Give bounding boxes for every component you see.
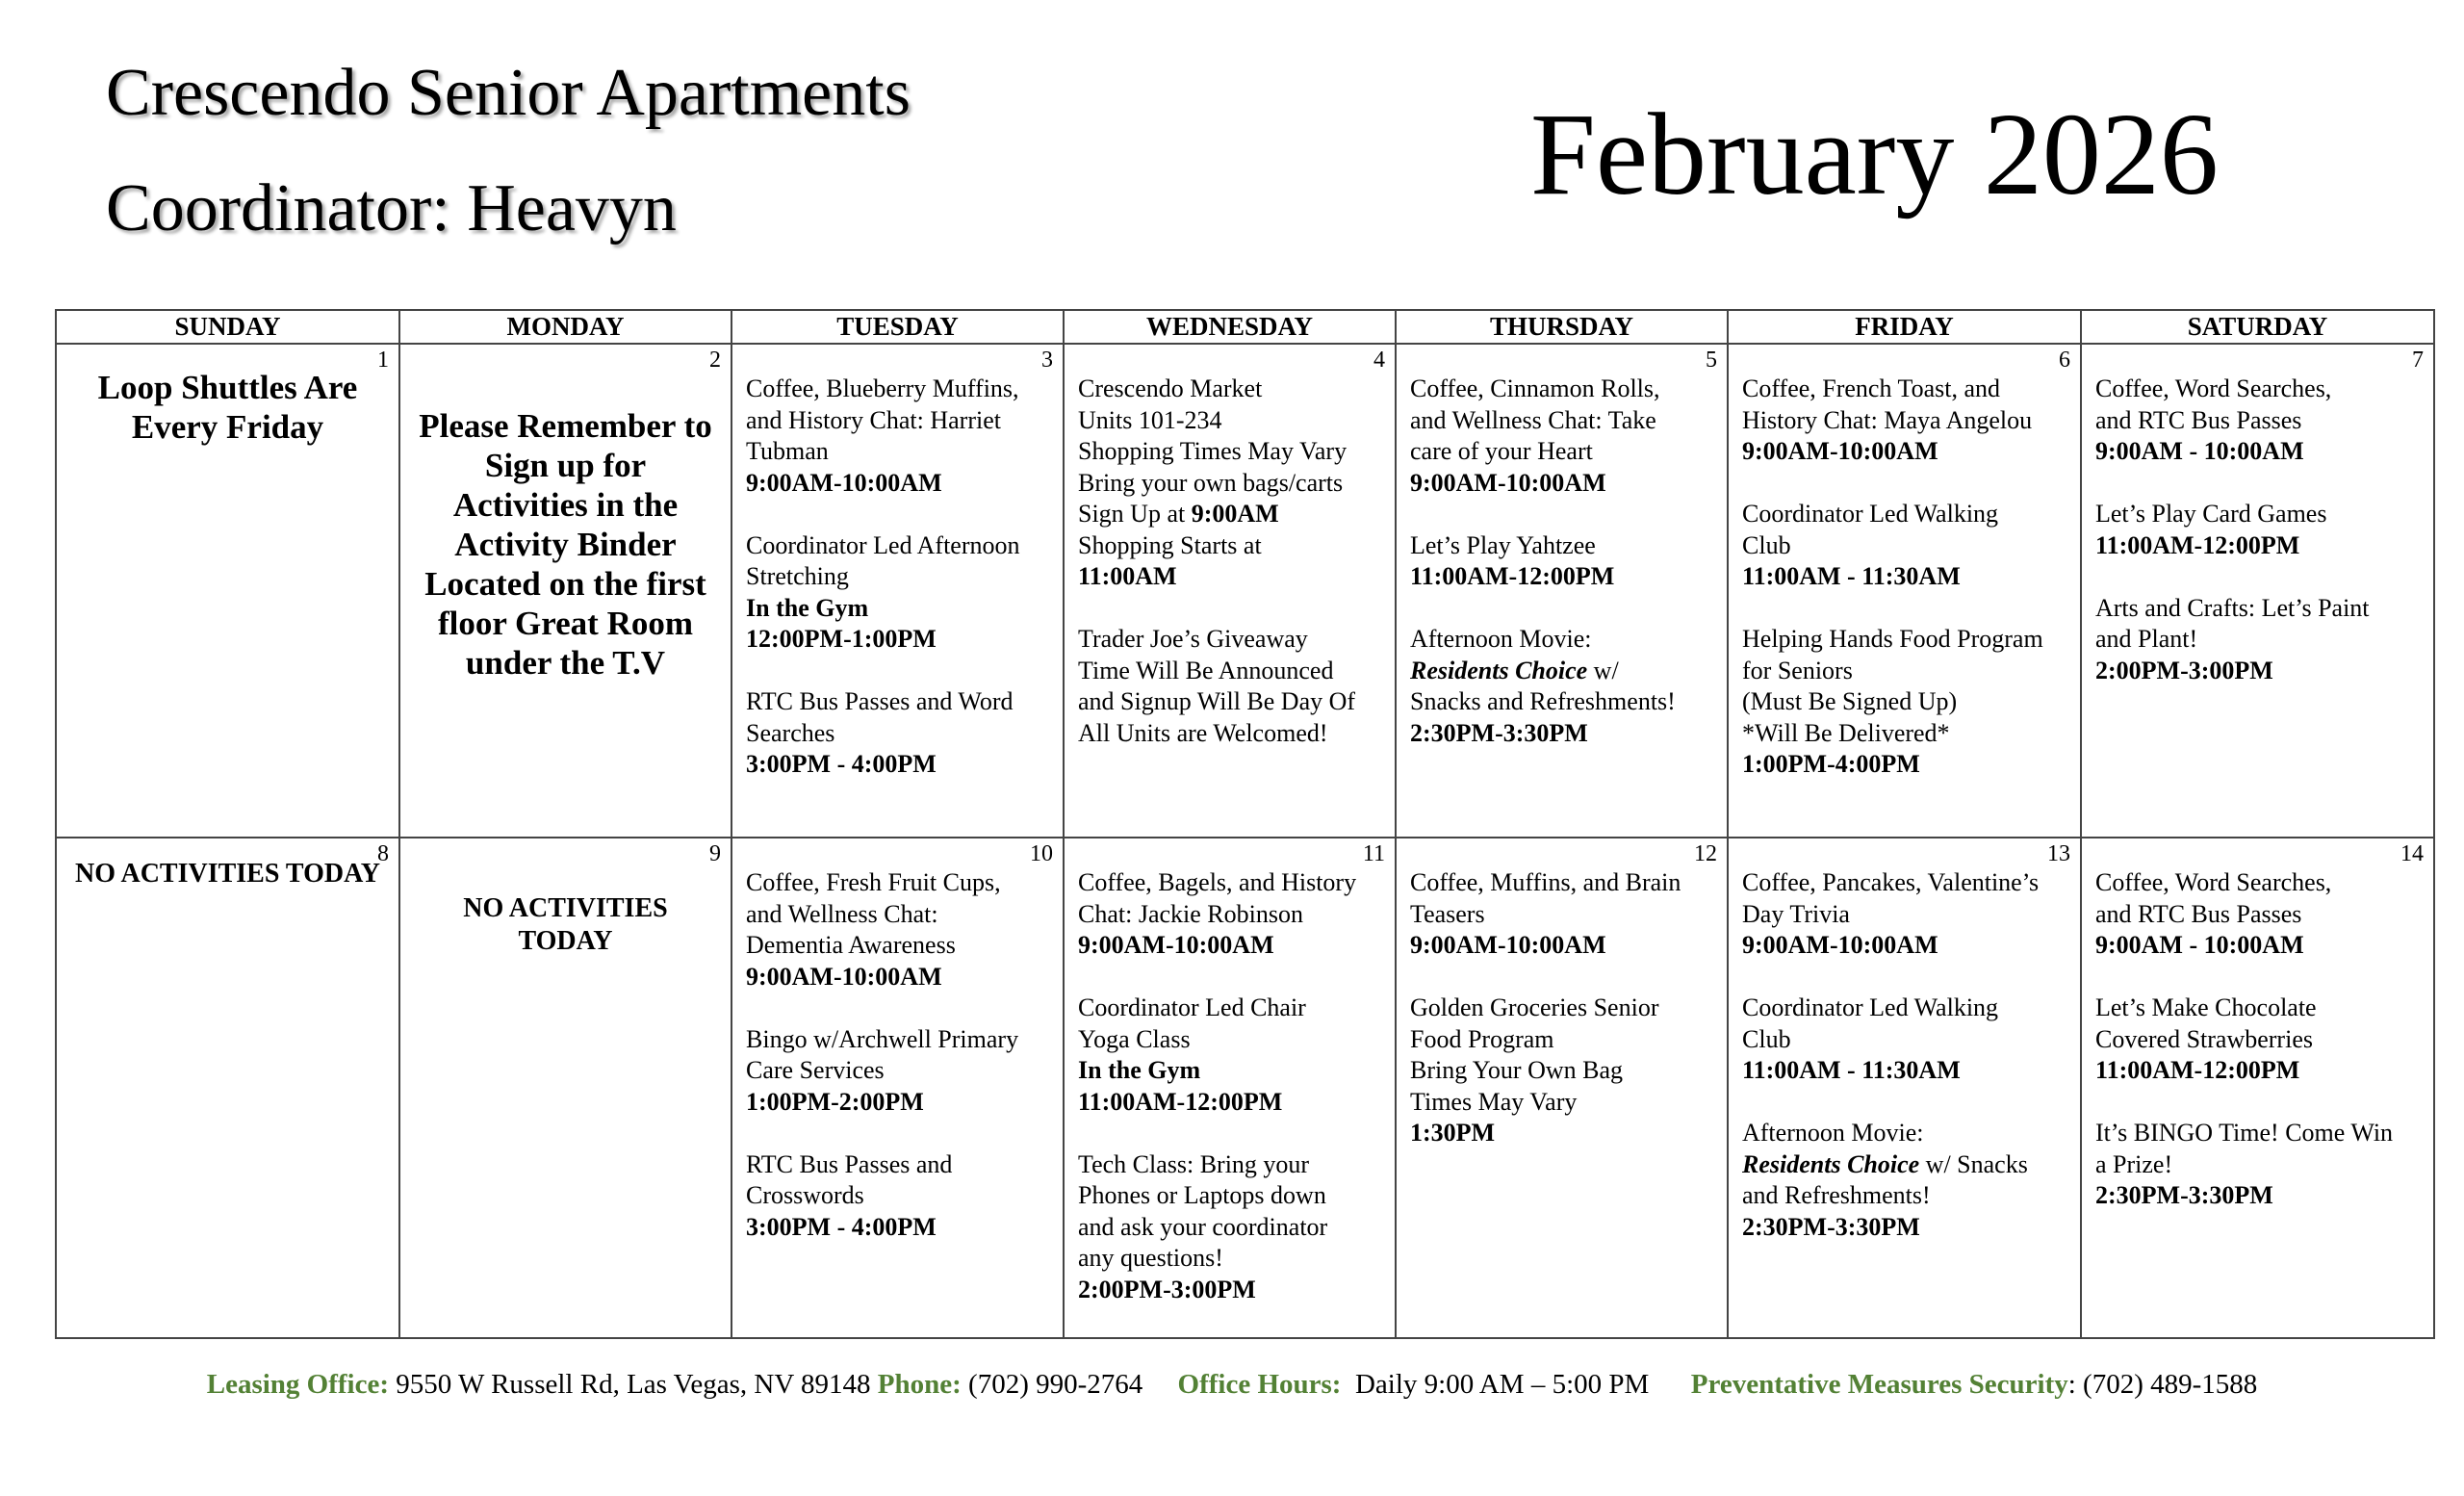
event-text: Coffee, Word Searches, (2095, 374, 2332, 402)
weekday-header: THURSDAY (1396, 310, 1728, 344)
weekday-header: SATURDAY (2081, 310, 2434, 344)
event-emphasis: Residents Choice (1410, 656, 1588, 684)
event-block (1410, 530, 1717, 593)
day-events (1729, 838, 2080, 1243)
event-text: Coffee, French Toast, and (1742, 374, 2000, 402)
day-notice (400, 838, 731, 958)
month-title: February 2026 (1530, 90, 2219, 219)
footer-contact-line (0, 1369, 2464, 1401)
day-cell (1064, 344, 1396, 838)
event-text: Let’s Play Card Games (2095, 500, 2327, 528)
event-text: Shopping Starts at (1078, 530, 1262, 559)
event-time: 2:00PM-3:00PM (1078, 1275, 1256, 1303)
event-text: Crescendo Market (1078, 374, 1263, 402)
day-cell (1396, 344, 1728, 838)
day-notice (57, 838, 398, 890)
event-time: 12:00PM-1:00PM (746, 625, 937, 653)
event-block (1742, 624, 2070, 781)
event-time: 3:00PM - 4:00PM (746, 750, 937, 778)
event-text: and RTC Bus Passes (2095, 899, 2302, 928)
event-block (1742, 1118, 2070, 1243)
event-time: 11:00AM (1078, 562, 1177, 590)
event-time: 11:00AM-12:00PM (1078, 1087, 1283, 1116)
event-block (746, 1149, 1053, 1244)
event-time: 2:30PM-3:30PM (1742, 1212, 1920, 1241)
event-text: and Signup Will Be Day Of (1078, 687, 1356, 715)
event-block (746, 530, 1053, 656)
event-time: 2:00PM-3:00PM (2095, 656, 2273, 684)
weekday-header: SUNDAY (56, 310, 399, 344)
event-time: 1:30PM (1410, 1119, 1496, 1147)
event-block (2095, 593, 2424, 687)
event-text: Searches (746, 718, 835, 747)
phone-number: (702) 990-2764 (961, 1369, 1178, 1400)
event-text: Food Program (1410, 1024, 1554, 1053)
event-text: RTC Bus Passes and Word (746, 687, 1014, 715)
event-text: RTC Bus Passes and (746, 1149, 953, 1178)
notice-line: NO ACTIVITIES TODAY (75, 859, 380, 889)
day-events (2082, 838, 2433, 1212)
day-cell (1396, 838, 1728, 1338)
event-text: Care Services (746, 1056, 885, 1084)
day-cell (1728, 838, 2081, 1338)
day-events (1065, 838, 1395, 1305)
day-number: 9 (709, 841, 721, 866)
event-block (1078, 1149, 1385, 1306)
event-time: 11:00AM-12:00PM (2095, 1056, 2300, 1084)
event-text: Time Will Be Announced (1078, 656, 1334, 684)
day-cell (2081, 344, 2434, 838)
event-block (1742, 993, 2070, 1087)
event-time: 1:00PM-2:00PM (746, 1087, 924, 1116)
event-block (1742, 374, 2070, 468)
day-cell (2081, 838, 2434, 1338)
day-number: 14 (2400, 841, 2424, 866)
event-text: Let’s Play Yahtzee (1410, 530, 1596, 559)
event-text: Coordinator Led Afternoon (746, 530, 1020, 559)
event-time: 9:00AM-10:00AM (746, 468, 942, 497)
notice-line: Activity Binder (454, 526, 677, 563)
event-text: Coffee, Pancakes, Valentine’s (1742, 868, 2040, 896)
event-time: 9:00AM-10:00AM (1410, 468, 1606, 497)
day-events (1065, 345, 1395, 749)
event-text: Coordinator Led Chair (1078, 993, 1306, 1021)
weekday-header: MONDAY (399, 310, 732, 344)
day-number: 5 (1706, 348, 1717, 373)
event-text: Club (1742, 530, 1791, 559)
event-block (1078, 624, 1385, 749)
security-phone: : (702) 489-1588 (2067, 1369, 2258, 1400)
event-text-part: Sign Up at (1078, 500, 1192, 528)
event-time: 9:00AM-10:00AM (1078, 931, 1274, 959)
weekday-header: WEDNESDAY (1064, 310, 1396, 344)
event-block (1078, 374, 1385, 593)
event-time: 9:00AM-10:00AM (1742, 437, 1938, 465)
event-text: Tech Class: Bring your (1078, 1149, 1310, 1178)
event-block (1410, 374, 1717, 499)
event-text: Arts and Crafts: Let’s Paint (2095, 593, 2370, 622)
weekday-header-row (56, 310, 2434, 344)
event-text: Units 101-234 (1078, 405, 1222, 434)
event-block (1410, 624, 1717, 749)
calendar-table (55, 309, 2435, 1339)
event-time: 11:00AM - 11:30AM (1742, 562, 1961, 590)
event-text: Bring your own bags/carts (1078, 468, 1344, 497)
event-text: It’s BINGO Time! Come Win (2095, 1119, 2394, 1147)
event-text (1078, 499, 1385, 530)
event-text: Phones or Laptops down (1078, 1181, 1326, 1209)
day-events (732, 345, 1063, 781)
event-block (746, 374, 1053, 499)
event-block (1742, 499, 2070, 593)
phone-label: Phone: (877, 1369, 962, 1400)
event-text: Coffee, Muffins, and Brain (1410, 868, 1681, 896)
event-emphasis: Residents Choice (1742, 1149, 1920, 1178)
event-text: Teasers (1410, 899, 1485, 928)
event-time: 9:00AM - 10:00AM (2095, 437, 2304, 465)
day-notice (57, 345, 398, 447)
event-block (746, 686, 1053, 781)
event-block (1410, 993, 1717, 1149)
day-events (1729, 345, 2080, 781)
event-text (1410, 656, 1717, 687)
day-cell (399, 344, 732, 838)
event-text: care of your Heart (1410, 437, 1593, 465)
event-text: Coordinator Led Walking (1742, 500, 1999, 528)
event-text: and History Chat: Harriet (746, 405, 1001, 434)
event-time: 11:00AM-12:00PM (2095, 530, 2300, 559)
day-number: 1 (377, 348, 389, 373)
event-text: Helping Hands Food Program (1742, 625, 2043, 653)
day-cell (56, 838, 399, 1338)
event-time: 2:30PM-3:30PM (1410, 718, 1588, 747)
property-name: Crescendo Senior Apartments (106, 56, 911, 130)
event-time: 1:00PM-4:00PM (1742, 750, 1920, 778)
week-row (56, 838, 2434, 1338)
day-number: 12 (1694, 841, 1717, 866)
notice-line: Every Friday (131, 408, 324, 446)
event-time: 2:30PM-3:30PM (2095, 1181, 2273, 1209)
event-text: (Must Be Signed Up) (1742, 687, 1958, 715)
event-time: 9:00AM - 10:00AM (2095, 931, 2304, 959)
day-events (1397, 838, 1727, 1149)
day-cell (1064, 838, 1396, 1338)
event-text: and Plant! (2095, 625, 2198, 653)
event-text: Coffee, Cinnamon Rolls, (1410, 374, 1660, 402)
notice-line: under the T.V (465, 644, 666, 682)
event-text: Bring Your Own Bag (1410, 1056, 1624, 1084)
event-text: *Will Be Delivered* (1742, 718, 1950, 747)
event-text: Tubman (746, 437, 829, 465)
day-cell (1728, 344, 2081, 838)
day-number: 7 (2412, 348, 2424, 373)
event-text: History Chat: Maya Angelou (1742, 405, 2033, 434)
weekday-header: TUESDAY (732, 310, 1064, 344)
week-row (56, 344, 2434, 838)
day-number: 4 (1373, 348, 1385, 373)
day-number: 10 (1030, 841, 1053, 866)
event-text: and ask your coordinator (1078, 1212, 1328, 1241)
event-block (746, 867, 1053, 993)
event-block (2095, 374, 2424, 468)
notice-line: Please Remember to (419, 407, 712, 445)
event-text: Coffee, Blueberry Muffins, (746, 374, 1019, 402)
leasing-office-label: Leasing Office: (206, 1369, 389, 1400)
day-number: 3 (1041, 348, 1053, 373)
event-text: Times May Vary (1410, 1087, 1578, 1116)
header-block (106, 56, 911, 245)
notice-line: Sign up for (484, 447, 647, 484)
event-time: 11:00AM - 11:30AM (1742, 1056, 1961, 1084)
day-cell (56, 344, 399, 838)
event-text: any questions! (1078, 1244, 1223, 1272)
notice-line: Activities in the (452, 486, 679, 524)
leasing-office-address: 9550 W Russell Rd, Las Vegas, NV 89148 (389, 1369, 878, 1400)
event-text: Yoga Class (1078, 1024, 1191, 1053)
day-cell (399, 838, 732, 1338)
event-block (2095, 499, 2424, 561)
day-events (2082, 345, 2433, 686)
event-time: In the Gym (746, 593, 869, 622)
event-text (1742, 1149, 2070, 1181)
event-text: and RTC Bus Passes (2095, 405, 2302, 434)
notice-line: Loop Shuttles Are (97, 369, 358, 406)
coordinator-name: Coordinator: Heavyn (106, 171, 677, 245)
event-text: Snacks and Refreshments! (1410, 687, 1676, 715)
event-text: for Seniors (1742, 656, 1853, 684)
event-text: Trader Joe’s Giveaway (1078, 625, 1308, 653)
event-text: Afternoon Movie: (1410, 625, 1592, 653)
day-events (732, 838, 1063, 1243)
day-cell (732, 344, 1064, 838)
notice-line: floor Great Room (437, 605, 694, 642)
event-text: Dementia Awareness (746, 931, 956, 959)
day-number: 8 (377, 841, 389, 866)
event-text: Chat: Jackie Robinson (1078, 899, 1303, 928)
event-time: 3:00PM - 4:00PM (746, 1212, 937, 1241)
event-text: Coordinator Led Walking (1742, 993, 1999, 1021)
event-time: 9:00AM-10:00AM (1410, 931, 1606, 959)
notice-line: TODAY (518, 926, 613, 956)
event-text: Shopping Times May Vary (1078, 437, 1348, 465)
day-events (1397, 345, 1727, 749)
event-block (2095, 1118, 2424, 1212)
event-text: Let’s Make Chocolate (2095, 993, 2317, 1021)
event-text: Coffee, Fresh Fruit Cups, (746, 868, 1001, 896)
event-time: 9:00AM-10:00AM (746, 962, 942, 991)
event-text-part: w/ (1587, 656, 1619, 684)
office-hours-label: Office Hours: (1177, 1369, 1342, 1400)
day-number: 2 (709, 348, 721, 373)
event-block (2095, 993, 2424, 1087)
event-text: All Units are Welcomed! (1078, 718, 1328, 747)
event-block (1078, 993, 1385, 1118)
event-text: Coffee, Bagels, and History (1078, 868, 1357, 896)
event-text: Club (1742, 1024, 1791, 1053)
event-block (1742, 867, 2070, 962)
event-time: 11:00AM-12:00PM (1410, 562, 1615, 590)
event-text: Day Trivia (1742, 899, 1850, 928)
event-block (746, 1024, 1053, 1119)
event-text: Bingo w/Archwell Primary (746, 1024, 1019, 1053)
event-text: and Wellness Chat: (746, 899, 938, 928)
event-text: Stretching (746, 562, 849, 590)
event-text-part: w/ Snacks (1919, 1149, 2028, 1178)
event-text: Afternoon Movie: (1742, 1119, 1924, 1147)
security-label: Preventative Measures Security (1690, 1369, 2068, 1400)
event-text: Coffee, Word Searches, (2095, 868, 2332, 896)
event-text: and Refreshments! (1742, 1181, 1931, 1209)
day-number: 13 (2047, 841, 2070, 866)
event-text: a Prize! (2095, 1149, 2173, 1178)
office-hours-value: Daily 9:00 AM – 5:00 PM (1341, 1369, 1691, 1400)
day-notice (400, 345, 731, 683)
event-block (1078, 867, 1385, 962)
notice-line: Located on the first (424, 565, 706, 603)
notice-line: NO ACTIVITIES (463, 893, 668, 923)
event-text: Crosswords (746, 1181, 864, 1209)
event-text: Covered Strawberries (2095, 1024, 2313, 1053)
weekday-header: FRIDAY (1728, 310, 2081, 344)
event-time: 9:00AM-10:00AM (1742, 931, 1938, 959)
event-text: Golden Groceries Senior (1410, 993, 1659, 1021)
event-block (1410, 867, 1717, 962)
event-time-inline: 9:00AM (1191, 500, 1279, 528)
day-number: 11 (1362, 841, 1385, 866)
event-time: In the Gym (1078, 1056, 1201, 1084)
day-cell (732, 838, 1064, 1338)
day-number: 6 (2059, 348, 2070, 373)
event-block (2095, 867, 2424, 962)
event-text: and Wellness Chat: Take (1410, 405, 1656, 434)
